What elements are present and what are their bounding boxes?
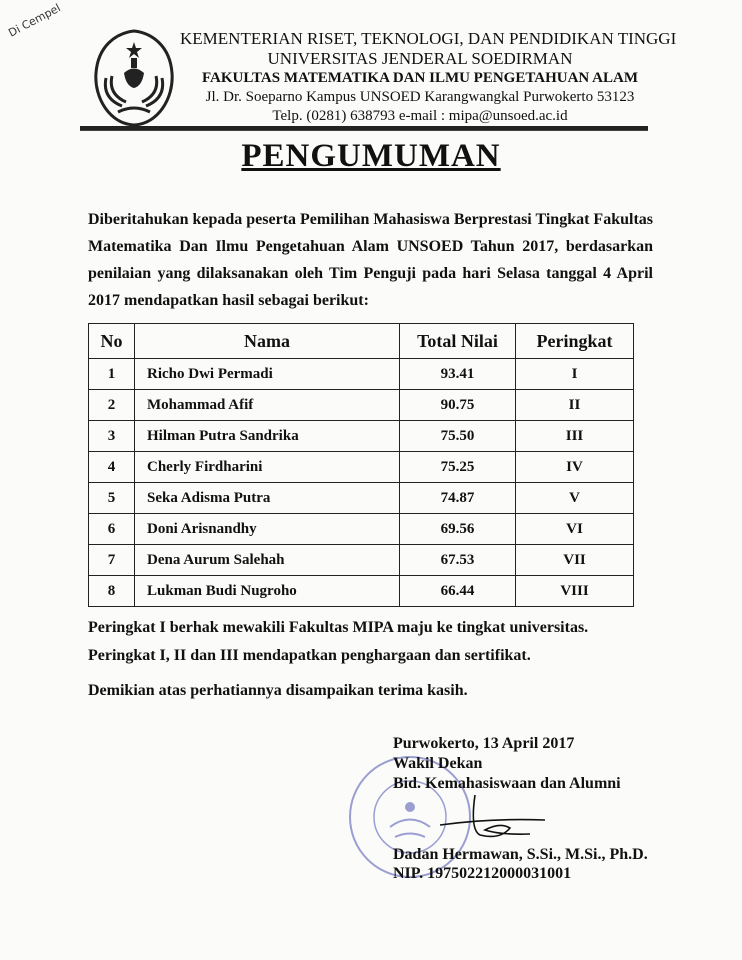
header-peringkat: Peringkat (516, 324, 634, 359)
letterhead-university: UNIVERSITAS JENDERAL SOEDIRMAN (267, 49, 573, 68)
header-no: No (89, 324, 135, 359)
place-date: Purwokerto, 13 April 2017 (393, 735, 575, 752)
signer-role: Wakil Dekan (393, 755, 483, 772)
cell-no: 8 (89, 576, 135, 607)
cell-no: 7 (89, 545, 135, 576)
cell-nama: Mohammad Afif (135, 390, 400, 421)
cell-nama: Doni Arisnandhy (135, 514, 400, 545)
cell-peringkat: VIII (516, 576, 634, 607)
letterhead-divider (80, 126, 648, 131)
cell-peringkat: I (516, 359, 634, 390)
cell-total-nilai: 75.25 (400, 452, 516, 483)
cell-total-nilai: 69.56 (400, 514, 516, 545)
header-nama: Nama (135, 324, 400, 359)
signer-division: Bid. Kemahasiswaan dan Alumni (393, 775, 621, 792)
cell-peringkat: IV (516, 452, 634, 483)
table-row (89, 390, 634, 421)
signer-nip: NIP. 197502212000031001 (393, 865, 572, 882)
table-row (89, 452, 634, 483)
cell-peringkat: V (516, 483, 634, 514)
table-row (89, 545, 634, 576)
intro-paragraph: Diberitahukan kepada peserta Pemilihan Mahasiswa Berprestasi Tingkat Fakultas Matematika Dan Ilmu Pengetahuan Alam UNSOED Tahun 2017, berdasarkan penilaian yang dilaksanakan oleh Tim Penguji pada hari Selasa tanggal 4 April 2017 mendapatkan hasil sebagai berikut: (88, 211, 653, 309)
cell-peringkat: VII (516, 545, 634, 576)
cell-no: 2 (89, 390, 135, 421)
cell-total-nilai: 75.50 (400, 421, 516, 452)
note-2: Peringkat I, II dan III mendapatkan penghargaan dan sertifikat. (88, 647, 531, 664)
table-header-row (89, 324, 634, 359)
letterhead-address: Jl. Dr. Soeparno Kampus UNSOED Karangwangkal Purwokerto 53123 (205, 89, 635, 105)
table-row (89, 576, 634, 607)
cell-no: 1 (89, 359, 135, 390)
cell-total-nilai: 66.44 (400, 576, 516, 607)
cell-total-nilai: 90.75 (400, 390, 516, 421)
results-table (88, 323, 634, 607)
cell-peringkat: III (516, 421, 634, 452)
table-row (89, 514, 634, 545)
cell-total-nilai: 74.87 (400, 483, 516, 514)
letterhead-contact: Telp. (0281) 638793 e-mail : mipa@unsoed.ac.id (272, 108, 568, 124)
university-logo (92, 28, 176, 128)
handwritten-note: Di Cempel (6, 1, 63, 40)
cell-peringkat: II (516, 390, 634, 421)
cell-nama: Cherly Firdharini (135, 452, 400, 483)
table-row (89, 359, 634, 390)
cell-peringkat: VI (516, 514, 634, 545)
letterhead-faculty: FAKULTAS MATEMATIKA DAN ILMU PENGETAHUAN ALAM (202, 70, 638, 86)
note-1: Peringkat I berhak mewakili Fakultas MIPA maju ke tingkat universitas. (88, 619, 589, 636)
cell-no: 3 (89, 421, 135, 452)
signature (430, 790, 550, 850)
closing-note: Demikian atas perhatiannya disampaikan terima kasih. (88, 682, 468, 699)
signer-name: Dadan Hermawan, S.Si., M.Si., Ph.D. (393, 846, 648, 863)
cell-no: 5 (89, 483, 135, 514)
cell-total-nilai: 93.41 (400, 359, 516, 390)
table-row (89, 421, 634, 452)
header-total-nilai: Total Nilai (400, 324, 516, 359)
document-title: PENGUMUMAN (241, 138, 501, 174)
cell-nama: Hilman Putra Sandrika (135, 421, 400, 452)
cell-no: 4 (89, 452, 135, 483)
cell-nama: Lukman Budi Nugroho (135, 576, 400, 607)
table-row (89, 483, 634, 514)
cell-nama: Dena Aurum Salehah (135, 545, 400, 576)
cell-nama: Richo Dwi Permadi (135, 359, 400, 390)
cell-no: 6 (89, 514, 135, 545)
letterhead-ministry: KEMENTERIAN RISET, TEKNOLOGI, DAN PENDIDIKAN TINGGI (180, 29, 677, 48)
cell-total-nilai: 67.53 (400, 545, 516, 576)
cell-nama: Seka Adisma Putra (135, 483, 400, 514)
